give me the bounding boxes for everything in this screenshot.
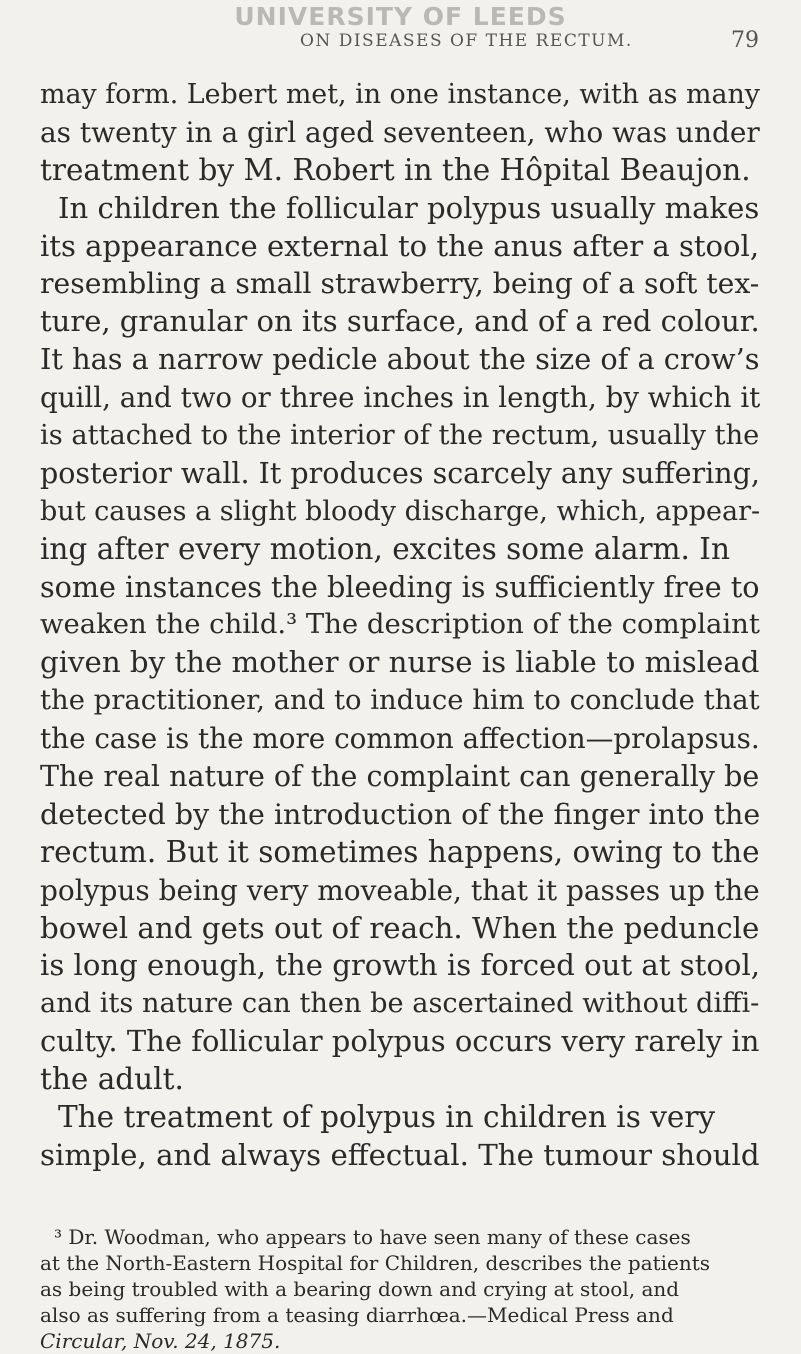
page-number: 79 bbox=[731, 28, 759, 53]
text-line: detected by the introduction of the finger into the bbox=[40, 797, 761, 831]
text-line: The treatment of polypus in children is very bbox=[58, 1100, 716, 1135]
text-line: quill, and two or three inches in length, by which it bbox=[40, 381, 761, 415]
footnote bbox=[40, 1224, 760, 1354]
text-line: but causes a slight bloody discharge, which, appear- bbox=[40, 495, 761, 527]
text-line: the adult. bbox=[40, 1062, 184, 1097]
text-line: weaken the child.³ The description of the complaint bbox=[40, 609, 760, 641]
text-line: resembling a small strawberry, being of a soft tex- bbox=[40, 267, 760, 301]
footnote-line: ³ Dr. Woodman, who appears to have seen many of these cases bbox=[54, 1225, 691, 1249]
text-line: is attached to the interior of the rectum, usually the bbox=[40, 420, 760, 452]
library-watermark: UNIVERSITY OF LEEDS bbox=[234, 2, 567, 31]
body-text bbox=[40, 76, 760, 1175]
text-line: its appearance external to the anus after a stool, bbox=[40, 228, 760, 263]
text-line: treatment by M. Robert in the Hôpital Beaujon. bbox=[40, 152, 751, 187]
text-line: polypus being very moveable, that it passes up the bbox=[40, 873, 760, 907]
text-line: given by the mother or nurse is liable to mislead bbox=[40, 645, 760, 680]
text-line: It has a narrow pedicle about the size of a crow’s bbox=[40, 342, 760, 377]
text-line: culty. The follicular polypus occurs very rarely in bbox=[40, 1024, 760, 1059]
footnote-line: as being troubled with a bearing down and crying at stool, and bbox=[40, 1277, 680, 1301]
footnote-line: also as suffering from a teasing diarrhœa.—Medical Press and bbox=[40, 1303, 674, 1327]
text-line: ing after every motion, excites some alarm. In bbox=[40, 531, 730, 566]
running-head: ON DISEASES OF THE RECTUM. bbox=[300, 31, 633, 51]
text-line: bowel and gets out of reach. When the peduncle bbox=[40, 910, 760, 945]
text-line: some instances the bleeding is sufficiently free to bbox=[40, 569, 760, 604]
text-line: the practitioner, and to induce him to conclude that bbox=[40, 685, 760, 717]
text-line: posterior wall. It produces scarcely any suffering, bbox=[40, 456, 760, 490]
text-line: as twenty in a girl aged seventeen, who was under bbox=[40, 115, 760, 149]
text-line: ture, granular on its surface, and of a red colour. bbox=[40, 304, 760, 339]
text-line: simple, and always effectual. The tumour should bbox=[40, 1137, 760, 1172]
text-line: may form. Lebert met, in one instance, with as many bbox=[40, 79, 760, 110]
footnote-line: Circular, Nov. 24, 1875. bbox=[40, 1329, 281, 1353]
text-line: rectum. But it sometimes happens, owing to the bbox=[40, 834, 760, 869]
text-line: is long enough, the growth is forced out at stool, bbox=[40, 948, 761, 983]
text-line: The real nature of the complaint can generally be bbox=[40, 760, 760, 794]
text-line: In children the follicular polypus usually makes bbox=[58, 190, 760, 225]
text-line: and its nature can then be ascertained without diffi- bbox=[40, 988, 760, 1020]
text-line: the case is the more common affection—prolapsus. bbox=[40, 722, 760, 756]
footnote-line: at the North-Eastern Hospital for Children, describes the patients bbox=[40, 1251, 711, 1275]
